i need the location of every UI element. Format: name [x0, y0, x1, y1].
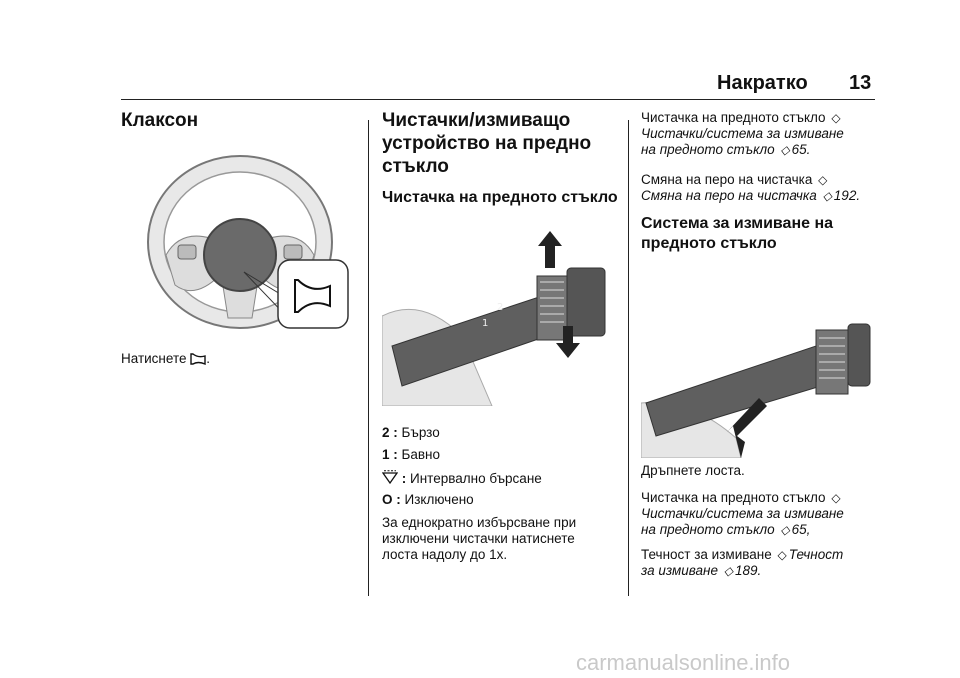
reference-arrow-icon: ◇: [723, 564, 733, 578]
legend-sep: :: [389, 425, 402, 440]
legend-text: Бързо: [401, 425, 440, 440]
legend-text: Интервално бърсане: [410, 471, 542, 486]
reference-text: Течност за измиване: [641, 547, 772, 562]
washer-heading-line: предното стъкло: [641, 235, 777, 252]
legend-key: 1: [382, 447, 390, 462]
single-wipe-paragraph: [382, 515, 576, 563]
legend-sep: :: [398, 471, 410, 486]
reference-end: ,: [806, 522, 811, 537]
legend-text: Изключено: [404, 492, 474, 507]
wiper-heading-line: Чистачки/измиващо: [382, 110, 571, 131]
horn-icon: [190, 353, 206, 365]
legend-key: O: [382, 492, 393, 507]
cross-reference: [641, 547, 843, 579]
page-number: 13: [849, 72, 872, 94]
reference-arrow-icon: ◇: [831, 111, 841, 125]
cross-reference: [641, 110, 844, 158]
washer-heading: [641, 214, 833, 254]
legend-item: [382, 469, 542, 487]
reference-page[interactable]: 189: [734, 563, 758, 578]
intermittent-wiper-icon: [382, 470, 398, 484]
legend-key: 2: [382, 425, 390, 440]
svg-text:2: 2: [497, 302, 504, 313]
paragraph-line: изключени чистачки натиснете: [382, 531, 575, 546]
reference-target-line: [641, 142, 844, 158]
horn-heading: Клаксон: [121, 110, 199, 131]
reference-end: .: [757, 563, 762, 578]
wiper-heading-line: устройство на предно: [382, 133, 592, 154]
reference-target-line: [641, 522, 844, 538]
reference-text: Чистачка на предното стъкло: [641, 110, 826, 125]
reference-target: Чистачки/система за измиване: [641, 506, 844, 521]
column-divider-1: [368, 120, 369, 596]
section-title: Накратко: [717, 72, 808, 94]
reference-target-text: за измиване: [641, 563, 718, 578]
wiper-lever-illustration: [382, 226, 612, 406]
reference-arrow-icon: ◇: [831, 491, 841, 505]
reference-page[interactable]: 192: [833, 188, 857, 203]
reference-target-line: [641, 563, 843, 579]
horn-caption-end: .: [206, 351, 211, 366]
horn-caption: [121, 351, 210, 367]
legend-text: Бавно: [401, 447, 441, 462]
legend-item: [382, 492, 474, 508]
steering-wheel-illustration: [140, 150, 355, 340]
washer-caption: Дръпнете лоста.: [641, 463, 745, 478]
reference-arrow-icon: ◇: [780, 523, 790, 537]
legend-sep: :: [392, 492, 405, 507]
reference-arrow-icon: ◇: [822, 189, 832, 203]
header-rule: [121, 99, 875, 100]
wiper-heading-line: стъкло: [382, 156, 449, 177]
reference-target-text: Смяна на перо на чистачка: [641, 188, 817, 203]
reference-target-text: Течност: [788, 547, 844, 562]
wiper-heading: [382, 109, 591, 178]
reference-end: .: [806, 142, 811, 157]
watermark: carmanualsonline.info: [576, 650, 791, 675]
front-wiper-subheading: Чистачка на предното стъкло: [382, 189, 618, 206]
paragraph-line: лоста надолу до 1x.: [382, 547, 508, 562]
reference-text: Чистачка на предното стъкло: [641, 490, 826, 505]
column-divider-2: [628, 120, 629, 596]
reference-text: Смяна на перо на чистачка: [641, 172, 813, 187]
reference-page[interactable]: 65: [791, 142, 807, 157]
reference-arrow-icon: ◇: [780, 143, 790, 157]
washer-lever-illustration: [641, 318, 871, 458]
reference-target: Чистачки/система за измиване: [641, 126, 844, 141]
svg-text:1: 1: [482, 318, 489, 329]
paragraph-line: За еднократно избърсване при: [382, 515, 577, 530]
horn-caption-text: Натиснете: [121, 351, 191, 366]
legend-sep: :: [389, 447, 402, 462]
legend-item: [382, 447, 440, 463]
reference-end: .: [856, 188, 861, 203]
cross-reference: [641, 490, 844, 538]
reference-arrow-icon: ◇: [818, 173, 828, 187]
reference-target-text: на предното стъкло: [641, 142, 775, 157]
reference-page[interactable]: 65: [791, 522, 807, 537]
reference-arrow-icon: ◇: [777, 548, 787, 562]
legend-item: [382, 425, 440, 441]
reference-target-line: [641, 188, 860, 204]
washer-heading-line: Система за измиване на: [641, 215, 834, 232]
reference-target-text: на предното стъкло: [641, 522, 775, 537]
cross-reference: [641, 172, 860, 204]
